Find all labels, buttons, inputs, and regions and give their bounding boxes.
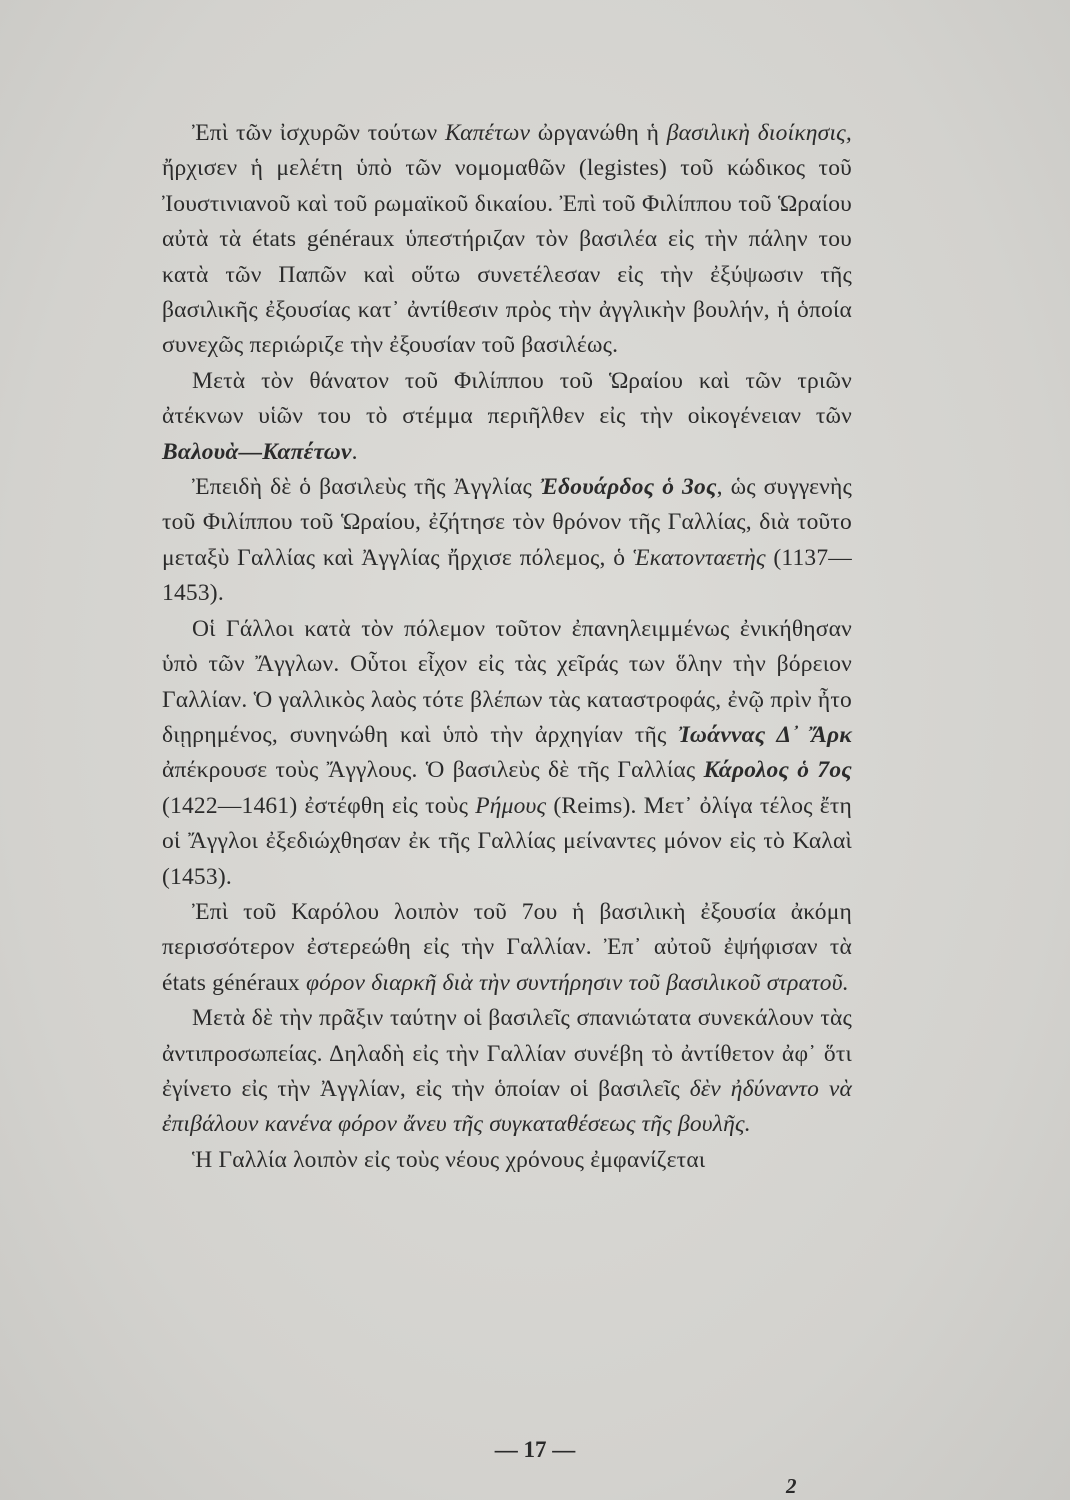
paragraph bbox=[162, 116, 852, 364]
paragraph bbox=[162, 470, 852, 612]
italic-text: Καπέτων bbox=[444, 120, 531, 146]
text-run: Μετὰ τὸν θάνατον τοῦ Φιλίππου τοῦ Ὡραίου καὶ τῶν τριῶν ἀτέκνων υἱῶν του τὸ στέμμα περιῆλθεν εἰς τὴν οἰκογένειαν τῶν bbox=[162, 367, 852, 430]
text-run: ἀπέκρουσε τοὺς Ἄγγλους. Ὁ βασιλεὺς δὲ τῆς Γαλλίας bbox=[162, 757, 704, 784]
italic-text: φόρον διαρκῆ διὰ τὴν συντήρησιν τοῦ βασιλικοῦ στρατοῦ. bbox=[305, 969, 849, 996]
paragraph bbox=[162, 1143, 852, 1178]
text-run: . bbox=[351, 438, 358, 465]
text-run: (1137—1453). bbox=[162, 544, 852, 607]
emphasized-name: Ἰωάννας Δ᾽ Ἄρκ bbox=[678, 721, 852, 748]
page-number: — 17 — bbox=[494, 1437, 576, 1462]
italic-text: Ρήμους bbox=[475, 792, 547, 819]
text-run: Ἐπειδὴ δὲ ὁ βασιλεὺς τῆς Ἀγγλίας bbox=[192, 474, 540, 501]
text-run: Ἐπὶ τοῦ Καρόλου λοιπὸν τοῦ 7ου ἡ βασιλικὴ ἐξουσία ἀκόμη περισσότερον ἐστερεώθη εἰς τὴν Γαλλίαν. Ἐπ᾽ αὐτοῦ ἐψήφισαν τὰ états généraux bbox=[162, 898, 852, 996]
text-run: (1422—1461) ἐστέφθη εἰς τοὺς bbox=[162, 792, 476, 819]
text-run: Μετὰ δὲ τὴν πρᾶξιν ταύτην οἱ βασιλεῖς σπανιώτατα συνεκάλουν τὰς ἀντιπροσωπείας. Δηλαδὴ εἰς τὴν Γαλλίαν συνέβη τὸ ἀντίθετον ἀφ᾽ ὅτι ἐγίνετο εἰς τὴν Ἀγγλίαν, εἰς τὴν ὁποίαν οἱ βασιλεῖς bbox=[162, 1005, 852, 1102]
emphasized-name: Κάρολος ὁ 7ος bbox=[703, 757, 852, 784]
signature-mark: 2 bbox=[786, 1474, 797, 1498]
text-run: ἤρχισεν ἡ μελέτη ὑπὸ τῶν νομομαθῶν (legistes) τοῦ κώδικος τοῦ Ἰουστινιανοῦ καὶ τοῦ ρωμαϊκοῦ δικαίου. Ἐπὶ τοῦ Φιλίππου τοῦ Ὡραίου αὐτὰ τὰ états généraux ὑπεστήριζαν τὸν βασιλέα εἰς τὴν πάλην του κατὰ τῶν Παπῶν καὶ οὕτω συνετέλεσαν εἰς τὴν ἐξύψωσιν τῆς βασιλικῆς ἐξουσίας κατ᾽ ἀντίθεσιν πρὸς τὴν ἀγγλικὴν βουλήν, ἡ ὁποία συνεχῶς περιώριζε τὴν ἐξουσίαν τοῦ βασιλέως. bbox=[162, 155, 852, 359]
paragraph bbox=[162, 1001, 852, 1143]
text-run: Ἡ Γαλλία λοιπὸν εἰς τοὺς νέους χρόνους ἐμφανίζεται bbox=[192, 1146, 706, 1173]
emphasized-name: Βαλουὰ—Καπέτων bbox=[162, 438, 352, 465]
paragraph bbox=[162, 364, 852, 470]
italic-text: βασιλικὴ διοίκησις, bbox=[666, 120, 852, 146]
italic-text: Ἑκατονταετὴς bbox=[632, 544, 766, 571]
body-text bbox=[162, 116, 852, 1178]
text-run: , ὡς συγγενὴς τοῦ Φιλίππου τοῦ Ὡραίου, ἐζήτησε τὸν θρόνον τῆς Γαλλίας, διὰ τοῦτο μεταξὺ Γαλλίας καὶ Ἀγγλίας ἤρχισε πόλεμος, ὁ bbox=[162, 474, 852, 571]
emphasized-name: Ἐδουάρδος ὁ 3ος bbox=[539, 474, 717, 501]
text-run: Ἐπὶ τῶν ἰσχυρῶν τούτων bbox=[192, 120, 445, 146]
paragraph bbox=[162, 895, 852, 1001]
text-run: (Reims). Μετ᾽ ὀλίγα τέλος ἔτη οἱ Ἄγγλοι ἐξεδιώχθησαν ἐκ τῆς Γαλλίας μείναντες μόνον εἰς τὸ Καλαὶ (1453). bbox=[162, 792, 852, 890]
italic-text: δὲν ἠδύναντο νὰ ἐπιβάλουν κανένα φόρον ἄνευ τῆς συγκαταθέσεως τῆς βουλῆς. bbox=[162, 1075, 852, 1138]
paragraph bbox=[162, 612, 852, 895]
text-run: ὠργανώθη ἡ bbox=[530, 120, 667, 146]
text-run: Οἱ Γάλλοι κατὰ τὸν πόλεμον τοῦτον ἐπανηλειμμένως ἐνικήθησαν ὑπὸ τῶν Ἄγγλων. Οὗτοι εἶχον εἰς τὰς χεῖράς των ὅλην τὴν βόρειον Γαλλίαν. Ὁ γαλλικὸς λαὸς τότε βλέπων τὰς καταστροφάς, ἐνῷ πρὶν ἦτο διῃρημένος, συνηνώθη καὶ ὑπὸ τὴν ἀρχηγίαν τῆς bbox=[162, 615, 852, 748]
